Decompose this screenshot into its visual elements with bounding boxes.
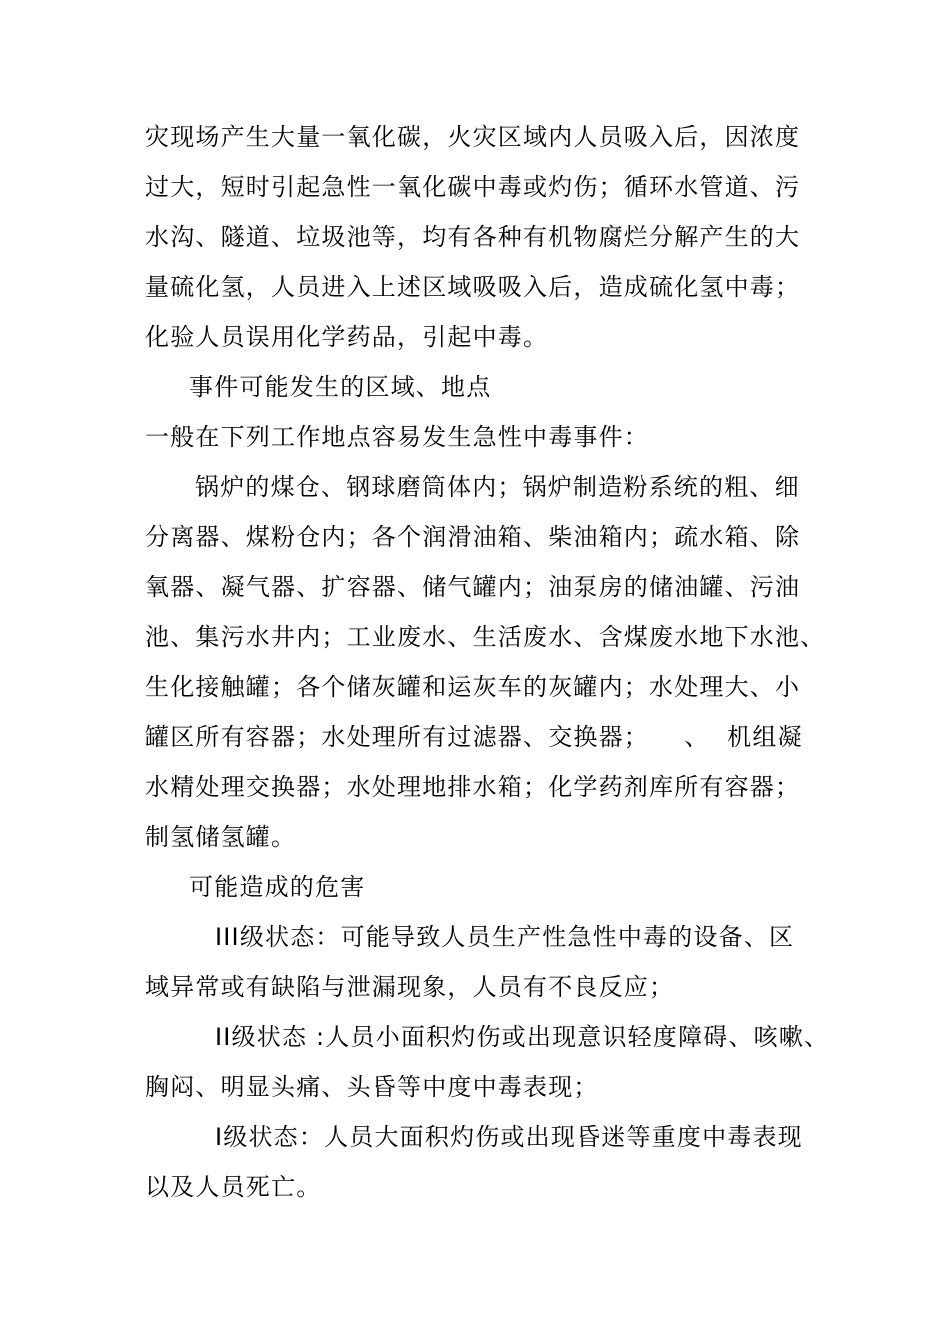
text-line: I级状态：人员大面积灼伤或出现昏迷等重度中毒表现: [215, 1123, 803, 1151]
text-line: 过大，短时引起急性一氧化碳中毒或灼伤；循环水管道、污: [145, 173, 801, 201]
text-line: 域异常或有缺陷与泄漏现象，人员有不良反应；: [145, 973, 675, 1001]
text-line: III级状态：可能导致人员生产性急性中毒的设备、区: [215, 923, 795, 951]
heading-areas: 事件可能发生的区域、地点: [189, 373, 492, 401]
text-line: 池、集污水井内；工业废水、生活废水、含煤废水地下水池、: [145, 623, 826, 651]
paragraph-level-2: [145, 1012, 830, 1112]
paragraph-areas-list: [145, 462, 826, 862]
areas-intro: 一般在下列工作地点容易发生急性中毒事件：: [145, 423, 649, 451]
text-line: 以及人员死亡。: [145, 1173, 322, 1201]
text-line: 胸闷、明显头痛、头昏等中度中毒表现；: [145, 1073, 599, 1101]
paragraph-level-1: [145, 1112, 810, 1212]
text-line: II级状态 :人员小面积灼伤或出现意识轻度障碍、咳嗽、: [215, 1023, 830, 1051]
text-line: 锅炉的煤仓、钢球磨筒体内；锅炉制造粉系统的粗、细: [195, 473, 800, 501]
text-line: 水沟、隧道、垃圾池等，均有各种有机物腐烂分解产生的大: [145, 223, 801, 251]
text-line: 分离器、煤粉仓内；各个润滑油箱、柴油箱内；疏水箱、除: [145, 523, 801, 551]
paragraph-level-3: [145, 912, 810, 1012]
text-line: 化验人员误用化学药品，引起中毒。: [145, 323, 549, 351]
text-line: 生化接触罐；各个储灰罐和运灰车的灰罐内；水处理大、小: [145, 673, 801, 701]
heading-hazards: 可能造成的危害: [189, 873, 366, 901]
text-line: 制氢储氢罐。: [145, 823, 297, 851]
text-line: 量硫化氢，人员进入上述区域吸吸入后，造成硫化氢中毒；: [145, 273, 801, 301]
text-line: 灾现场产生大量一氧化碳，火灾区域内人员吸入后，因浓度: [145, 123, 801, 151]
text-line: 罐区所有容器；水处理所有过滤器、交换器； 、 机组凝: [145, 723, 803, 751]
body-text: [145, 112, 830, 1212]
text-line: 氧器、凝气器、扩容器、储气罐内；油泵房的储油罐、污油: [145, 573, 801, 601]
text-line: 水精处理交换器；水处理地排水箱；化学药剂库所有容器；: [145, 773, 801, 801]
paragraph-fire-poisoning: [145, 112, 810, 362]
